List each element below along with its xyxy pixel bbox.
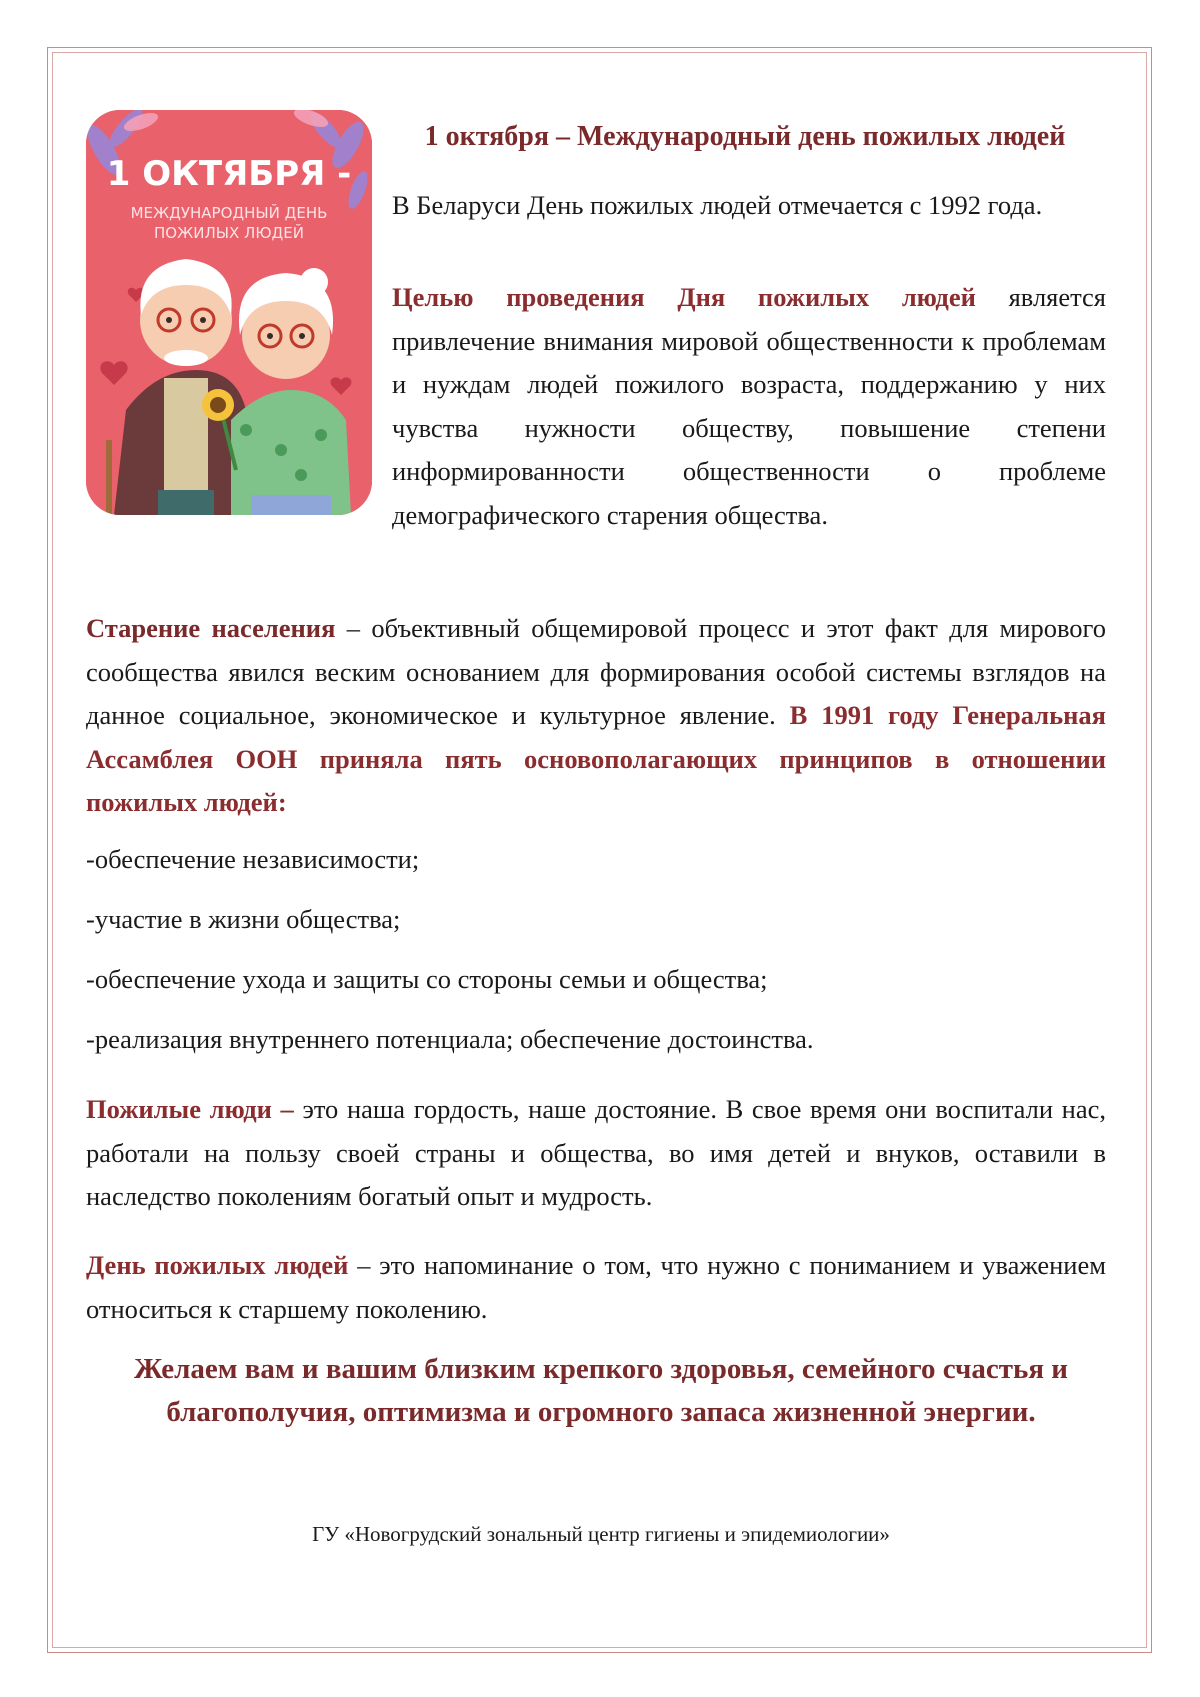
goal-lead: Целью проведения Дня пожилых людей [392,282,976,312]
poster-subheading-line2: ПОЖИЛЫХ ЛЮДЕЙ [154,224,304,242]
poster-heading: 1 ОКТЯБРЯ - [106,154,352,194]
intro-text: В Беларуси День пожилых людей отмечается с 1992 года. [392,190,1043,220]
footer-organization: ГУ «Новогрудский зональный центр гигиены и эпидемиологии» [312,1522,890,1546]
day-paragraph [86,1244,1106,1331]
elderly-lead: Пожилые люди – [86,1094,294,1124]
wish-text: Желаем вам и вашим близким крепкого здоровья, семейного счастья и благополучия, оптимизма и огромного запаса жизненной энергии. [134,1353,1068,1428]
day-text: – это напоминание о том, что нужно с пониманием и уважением относиться к старшему поколению. [86,1250,1106,1324]
poster-subheading-line1: МЕЖДУНАРОДНЫЙ ДЕНЬ [130,204,328,222]
elderly-couple-illustration [86,110,372,515]
elderly-paragraph [86,1088,1106,1219]
poster-image [86,110,372,515]
principle-item: -обеспечение независимости; [86,844,420,874]
elderly-text: это наша гордость, наше достояние. В свое время они воспитали нас, работали на пользу своей страны и общества, во имя детей и внуков, оставили в наследство поколениям богатый опыт и мудрость. [86,1094,1106,1211]
aging-text: – объективный общемировой процесс и этот факт для мирового сообщества явился веским основанием для формирования особой системы взглядов на данное социальное, экономическое и культурное явление. [86,613,1106,730]
aging-highlight: В 1991 году Генеральная Ассамблея ООН приняла пять основополагающих принципов в отношении пожилых людей: [86,700,1106,817]
principle-item: -реализация внутреннего потенциала; обеспечение достоинства. [86,1024,814,1054]
aging-paragraph [86,607,1106,825]
page-title: 1 октября – Международный день пожилых людей [424,121,1066,152]
goal-text: является привлечение внимания мировой общественности к проблемам и нуждам людей пожилого возраста, поддержанию у них чувства нужности обществу, повышение степени информированности общественности о проблеме демографического старения общества. [392,282,1106,530]
intro-paragraph [392,184,1106,228]
goal-paragraph [392,276,1106,537]
principle-item: -обеспечение ухода и защиты со стороны семьи и общества; [86,964,768,994]
aging-lead: Старение населения [86,613,336,643]
principle-item: -участие в жизни общества; [86,904,401,934]
day-lead: День пожилых людей [86,1250,349,1280]
